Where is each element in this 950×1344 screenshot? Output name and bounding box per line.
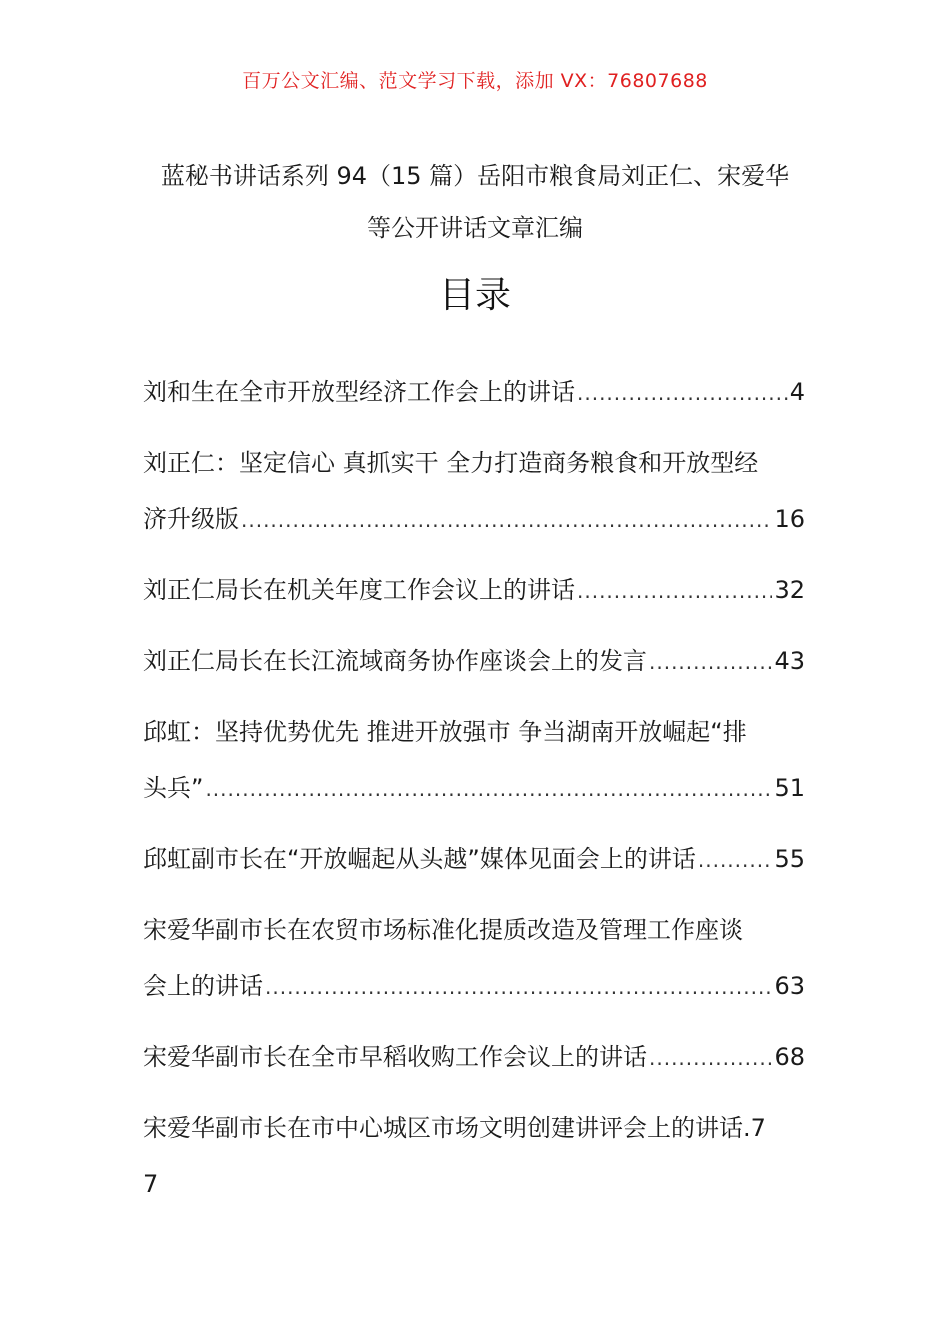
- toc-entry-last-line: [143, 831, 805, 887]
- toc-entry-last-line: [143, 1029, 805, 1085]
- toc-entry-title: 济升级版: [143, 505, 239, 533]
- toc-entry-line: 邱虹：坚持优势优先 推进开放强市 争当湖南开放崛起“排: [143, 718, 747, 746]
- toc-entry[interactable]: [143, 1100, 805, 1212]
- toc-entry-last-line: [143, 562, 805, 618]
- toc-entry[interactable]: [143, 364, 805, 420]
- document-title: [140, 150, 810, 254]
- toc-entry-title: 宋爱华副市长在全市早稻收购工作会议上的讲话: [143, 1043, 647, 1071]
- toc-entry-title: 刘正仁局长在长江流域商务协作座谈会上的发言: [143, 647, 647, 675]
- toc-leader-dots: [241, 492, 772, 548]
- toc-entry[interactable]: [143, 1029, 805, 1085]
- toc-leader-dots: [205, 761, 772, 817]
- toc-entry-title: 头兵”: [143, 774, 204, 802]
- toc-entry[interactable]: [143, 831, 805, 887]
- toc-entry[interactable]: [143, 435, 805, 547]
- toc-entry-last-line: [143, 491, 805, 547]
- toc-entry-line: 宋爱华副市长在市中心城区市场文明创建讲评会上的讲话.7: [143, 1114, 766, 1142]
- title-line-1: 蓝秘书讲话系列 94（15 篇）岳阳市粮食局刘正仁、宋爱华: [160, 162, 790, 190]
- toc-leader-dots: [649, 1030, 772, 1086]
- toc-entry[interactable]: [143, 633, 805, 689]
- toc-entry-line: 宋爱华副市长在农贸市场标准化提质改造及管理工作座谈: [143, 916, 743, 944]
- toc-entry-title: 刘和生在全市开放型经济工作会上的讲话: [143, 378, 575, 406]
- toc-leader-dots: [265, 959, 772, 1015]
- toc-entry-line: 刘正仁：坚定信心 真抓实干 全力打造商务粮食和开放型经: [143, 449, 759, 477]
- toc-leader-dots: [698, 832, 773, 888]
- toc-page-number: 63: [774, 972, 805, 1000]
- toc-entry-title: 刘正仁局长在机关年度工作会议上的讲话: [143, 576, 575, 604]
- toc-entry-title: 7: [143, 1170, 159, 1198]
- toc-entry-last-line: [143, 364, 805, 420]
- toc-entry-last-line: [143, 633, 805, 689]
- header-watermark-note: 百万公文汇编、范文学习下载，添加 VX：76807688: [242, 70, 708, 92]
- toc-page-number: 32: [774, 576, 805, 604]
- toc-page-number: 51: [774, 774, 805, 802]
- toc-leader-dots: [649, 634, 772, 690]
- toc-entry[interactable]: [143, 902, 805, 1014]
- toc-entry-last-line: [143, 760, 805, 816]
- toc-entry-last-line: [143, 1156, 805, 1212]
- toc-page-number: 16: [774, 505, 805, 533]
- toc-page-number: 4: [789, 378, 805, 406]
- toc-entry[interactable]: [143, 704, 805, 816]
- title-line-2: 等公开讲话文章汇编: [367, 214, 583, 242]
- toc-entry[interactable]: [143, 562, 805, 618]
- toc-leader-dots: [577, 563, 772, 619]
- toc-page-number: 68: [774, 1043, 805, 1071]
- toc-entry-title: 邱虹副市长在“开放崛起从头越”媒体见面会上的讲话: [143, 845, 696, 873]
- toc-page-number: 43: [774, 647, 805, 675]
- toc-page-number: 55: [774, 845, 805, 873]
- toc-leader-dots: [577, 365, 788, 421]
- toc-heading: 目录: [438, 275, 511, 316]
- toc-entry-title: 会上的讲话: [143, 972, 263, 1000]
- table-of-contents: [143, 364, 805, 1227]
- toc-entry-last-line: [143, 958, 805, 1014]
